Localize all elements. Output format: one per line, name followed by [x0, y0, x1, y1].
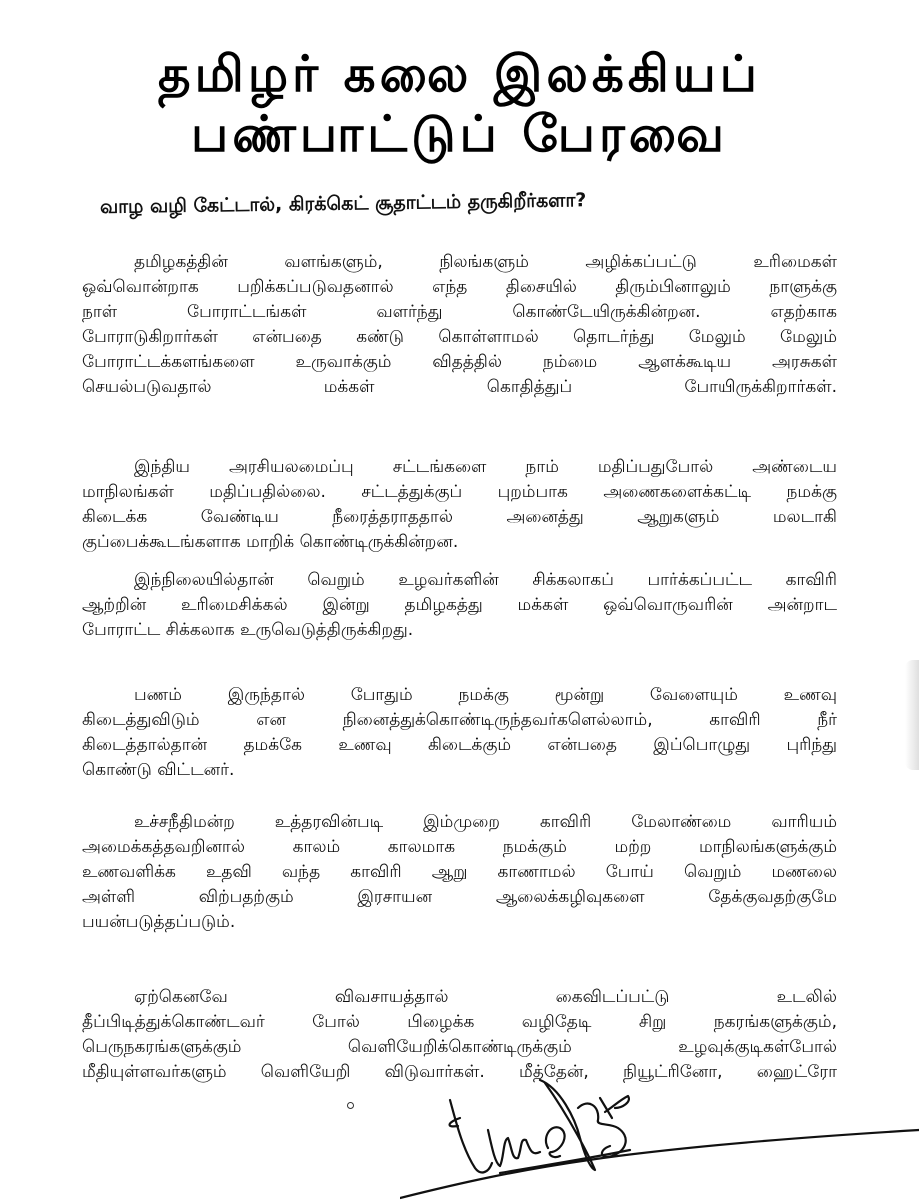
paragraph-line: நாள் போராட்டங்கள் வளர்ந்து கொண்டேயிருக்கின்றன. எதற்காக [82, 302, 837, 322]
paragraph-line: செயல்படுவதால் மக்கள் கொதித்துப் போயிருக்கிறார்கள். [82, 377, 837, 397]
paragraph-line: மீதியுள்ளவர்களும் வெளியேறி விடுவார்கள். மீத்தேன், நியூட்ரினோ, ஹைட்ரோ [82, 1062, 837, 1082]
paragraph-line: உச்சநீதிமன்ற உத்தரவின்படி இம்முறை காவிரி மேலாண்மை வாரியம் [134, 812, 837, 832]
paragraph-line: இந்நிலையில்தான் வெறும் உழவர்களின் சிக்கலாகப் பார்க்கப்பட்ட காவிரி [134, 570, 837, 590]
paragraph-6 [82, 985, 837, 1085]
paragraph-line: பணம் இருந்தால் போதும் நமக்கு மூன்று வேளையும் உணவு [134, 685, 837, 705]
headline: வாழ வழி கேட்டால், கிரக்கெட் சூதாட்டம் தருகிறீர்களா? [99, 189, 587, 218]
organization-title-line-2: பண்பாட்டுப் பேரவை [191, 105, 728, 163]
paragraph-line: உணவளிக்க உதவி வந்த காவிரி ஆறு காணாமல் போய் வெறும் மணலை [82, 862, 837, 882]
paragraph-line: தீப்பிடித்துக்கொண்டவர் போல் பிழைக்க வழிதேடி சிறு நகரங்களுக்கும், [82, 1012, 837, 1032]
paragraph-line: ஏற்கெனவே விவசாயத்தால் கைவிடப்பட்டு உடலில் [134, 987, 837, 1007]
paragraph-line: மாநிலங்கள் மதிப்பதில்லை. சட்டத்துக்குப் புறம்பாக அணைகளைக்கட்டி நமக்கு [82, 482, 837, 502]
paragraph-line: போராட்ட சிக்கலாக உருவெடுத்திருக்கிறது. [82, 620, 414, 640]
paper-fold-shadow [905, 660, 919, 770]
paragraph-line: ஆற்றின் உரிமைசிக்கல் இன்று தமிழகத்து மக்கள் ஒவ்வொருவரின் அன்றாட [82, 595, 837, 615]
paragraph-line: பெருநகரங்களுக்கும் வெளியேறிக்கொண்டிருக்கும் உழவுக்குடிகள்போல் [82, 1037, 837, 1057]
paragraph-line: ஒவ்வொன்றாக பறிக்கப்படுவதனால் எந்த திசையில் திரும்பினாலும் நாளுக்கு [82, 277, 837, 297]
paragraph-1 [82, 250, 837, 400]
paragraph-line: தமிழகத்தின் வளங்களும், நிலங்களும் அழிக்கப்பட்டு உரிமைகள் [134, 252, 837, 272]
paragraph-line: போராட்டக்களங்களை உருவாக்கும் விதத்தில் நம்மை ஆளக்கூடிய அரசுகள் [82, 352, 837, 372]
paragraph-line: போராடுகிறார்கள் என்பதை கண்டு கொள்ளாமல் தொடர்ந்து மேலும் மேலும் [82, 327, 837, 347]
paragraph-line: பயன்படுத்தப்படும். [82, 912, 236, 932]
paragraph-line: கொண்டு விட்டனர். [82, 760, 235, 780]
paragraph-line: கிடைத்தால்தான் தமக்கே உணவு கிடைக்கும் என்பதை இப்பொழுது புரிந்து [82, 735, 837, 755]
page-mark [347, 1102, 354, 1109]
paragraph-5 [82, 810, 837, 935]
organization-title-line-1: தமிழர் கலை இலக்கியப் [158, 45, 761, 103]
paragraph-line: கிடைத்துவிடும் என நினைத்துக்கொண்டிருந்தவர்களெல்லாம், காவிரி நீர் [82, 710, 837, 730]
paragraph-line: அமைக்கத்தவறினால் காலம் காலமாக நமக்கும் மற்ற மாநிலங்களுக்கும் [82, 837, 837, 857]
signature-icon [400, 1078, 919, 1200]
paragraph-line: குப்பைக்கூடங்களாக மாறிக் கொண்டிருக்கின்றன. [82, 532, 459, 552]
paragraph-2 [82, 455, 837, 555]
paragraph-3 [82, 568, 837, 643]
paragraph-4 [82, 683, 837, 783]
paragraph-line: இந்திய அரசியலமைப்பு சட்டங்களை நாம் மதிப்பதுபோல் அண்டைய [134, 457, 837, 477]
paragraph-line: அள்ளி விற்பதற்கும் இரசாயன ஆலைக்கழிவுகளை தேக்குவதற்குமே [82, 887, 837, 907]
paragraph-line: கிடைக்க வேண்டிய நீரைத்தராததால் அனைத்து ஆறுகளும் மலடாகி [82, 507, 837, 527]
